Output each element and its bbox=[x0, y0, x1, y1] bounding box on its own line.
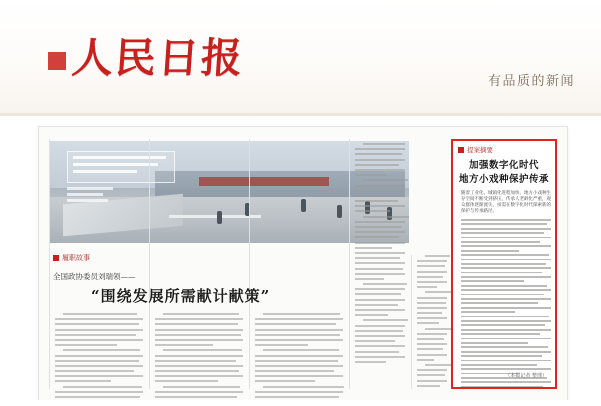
proposal-body-text bbox=[461, 219, 551, 389]
article-headline: “围绕发展所需献计献策” bbox=[91, 287, 271, 305]
newspaper-sheet bbox=[38, 126, 568, 402]
photo-caption-overlay bbox=[67, 151, 175, 183]
photo-figure bbox=[217, 211, 222, 224]
body-column-1 bbox=[55, 313, 143, 402]
column-rule bbox=[411, 255, 412, 389]
red-square-icon bbox=[53, 255, 59, 261]
body-column-3 bbox=[255, 313, 343, 402]
page-title: 人民日报 bbox=[70, 34, 246, 82]
proposal-headline-line-2: 地方小戏种保护传承 bbox=[458, 174, 549, 185]
proposal-summary-box[interactable] bbox=[451, 139, 557, 389]
page-bottom-strip bbox=[0, 400, 601, 406]
article-kicker: 全国政协委员刘瑞领—— bbox=[53, 272, 136, 281]
section-tag-proposal bbox=[458, 145, 493, 154]
section-tag-experience bbox=[53, 253, 90, 263]
photo-banner bbox=[199, 177, 329, 186]
red-square-icon bbox=[458, 147, 464, 153]
photo-credit bbox=[67, 187, 113, 205]
column-rule bbox=[149, 139, 150, 389]
masthead bbox=[0, 0, 601, 116]
body-column-4 bbox=[355, 143, 405, 366]
column-rule bbox=[349, 139, 350, 389]
proposal-signature: （本报记者 整理） bbox=[505, 373, 547, 379]
body-column-2 bbox=[155, 313, 243, 402]
masthead-divider bbox=[0, 113, 601, 116]
section-tag-label: 履职故事 bbox=[62, 254, 90, 262]
red-seal-icon bbox=[48, 52, 66, 70]
photo-figure bbox=[301, 199, 306, 212]
proposal-headline bbox=[453, 159, 555, 187]
proposal-headline-line-1: 加强数字化时代 bbox=[468, 160, 539, 171]
proposal-lead-paragraph: 随着工业化、城镇化进程加快，地方小戏种生存空间不断受到挤压，传承人老龄化严重，观众群体逐渐流失，亟需在数字化时代探索新的保护与传承路径。 bbox=[461, 191, 551, 214]
photo-figure bbox=[337, 205, 342, 218]
column-rule bbox=[249, 139, 250, 389]
column-rule bbox=[49, 139, 50, 389]
masthead-slogan: 有品质的新闻 bbox=[487, 74, 575, 89]
body-column-5 bbox=[417, 255, 447, 390]
section-tag-label: 提案摘要 bbox=[467, 146, 493, 154]
